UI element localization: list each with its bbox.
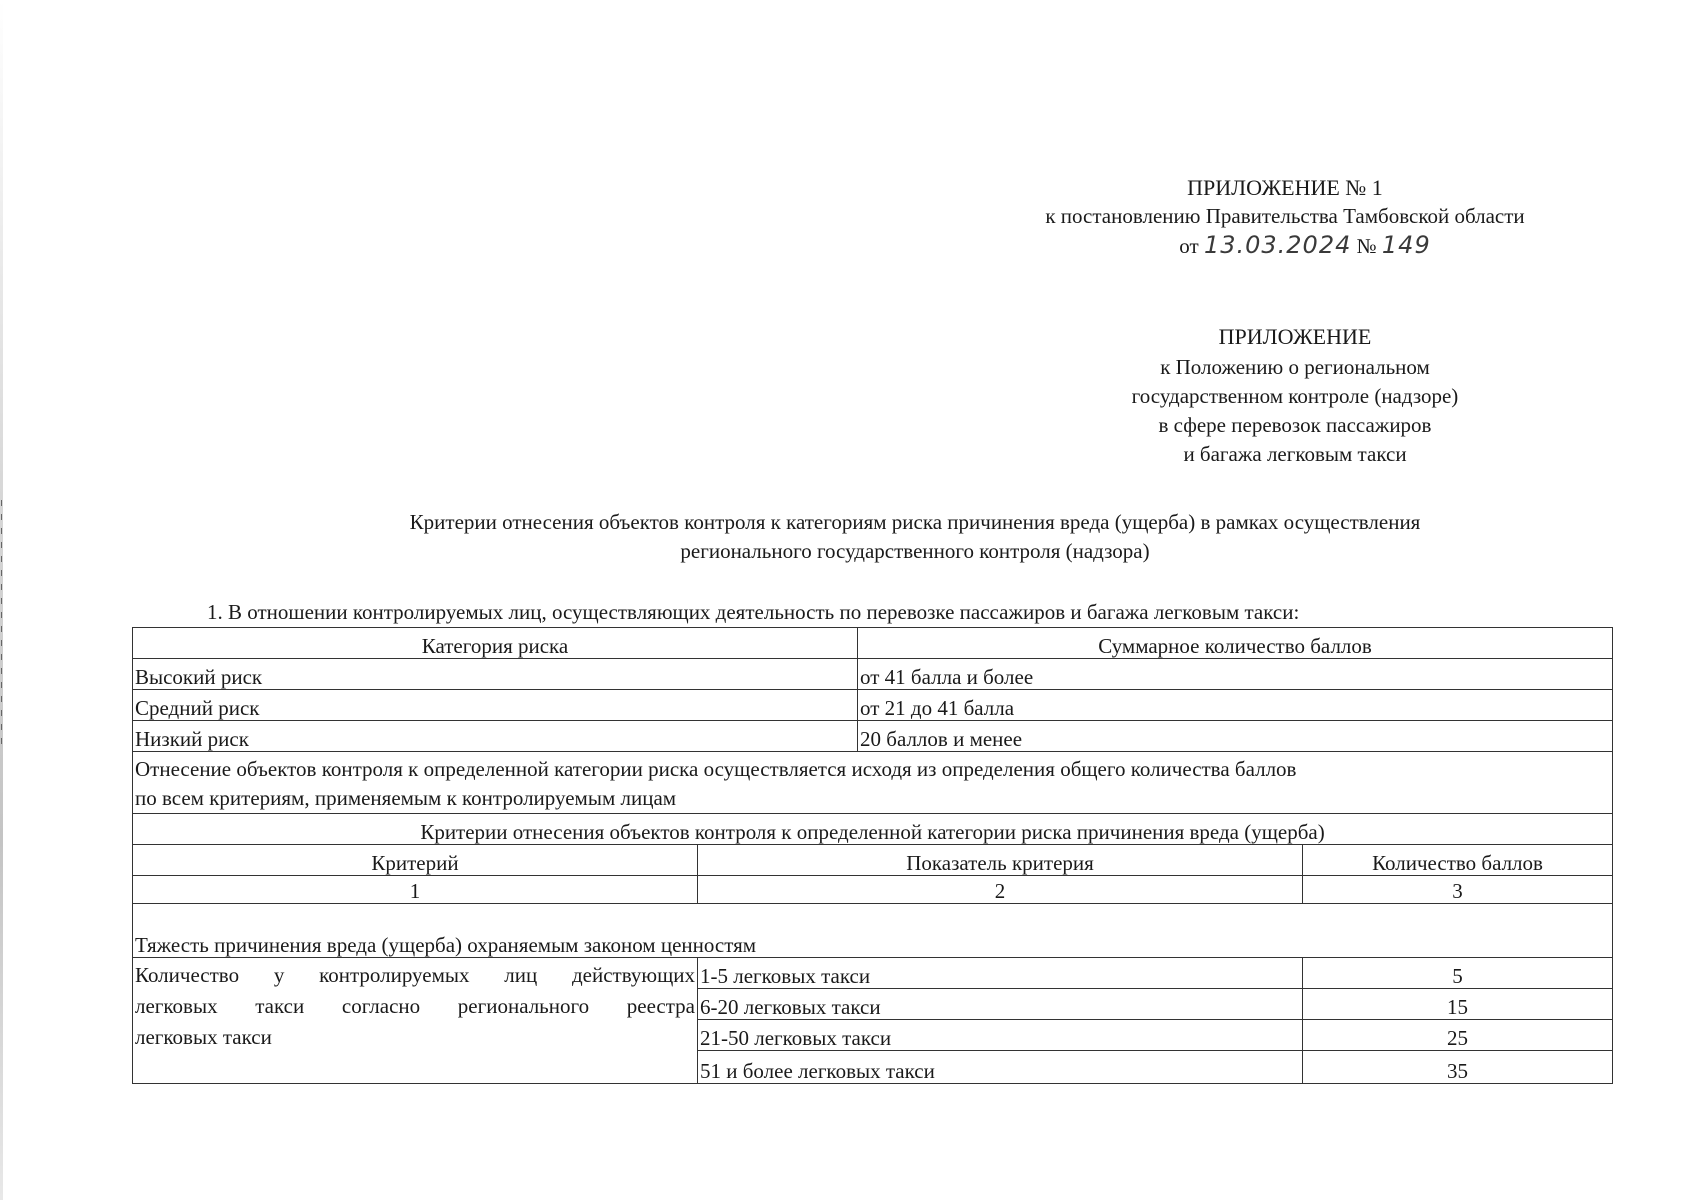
approval-block-2	[1045, 322, 1545, 469]
risk-row	[133, 690, 1613, 721]
risk-score: от 21 до 41 балла	[858, 690, 1613, 721]
handwritten-number: 149	[1381, 231, 1431, 259]
risk-header-row	[133, 628, 1613, 659]
note-cell	[133, 752, 1613, 814]
risk-score-header: Суммарное количество баллов	[858, 628, 1613, 659]
approval-2-line: к Положению о региональном	[1160, 355, 1430, 379]
approval-1-date-line	[960, 231, 1610, 261]
column-number: 1	[133, 876, 698, 904]
risk-row	[133, 721, 1613, 752]
risk-score: 20 баллов и менее	[858, 721, 1613, 752]
approval-1-line: к постановлению Правительства Тамбовской области	[1045, 204, 1525, 228]
criterion-line: легковых такси	[135, 1025, 272, 1049]
indicator-row	[133, 958, 1613, 989]
document-title-line: Критерии отнесения объектов контроля к категориям риска причинения вреда (ущерба) в рамках осуществления	[409, 510, 1421, 534]
risk-category: Низкий риск	[133, 721, 858, 752]
indicator-label: 1-5 легковых такси	[698, 958, 1303, 989]
criteria-caption-row	[133, 814, 1613, 845]
column-number: 3	[1303, 876, 1613, 904]
handwritten-date: 13.03.2024	[1203, 231, 1352, 259]
approval-1-title: ПРИЛОЖЕНИЕ № 1	[1187, 175, 1383, 200]
note-line: по всем критериям, применяемым к контролируемым лицам	[135, 786, 677, 810]
section-heading: 1. В отношении контролируемых лиц, осуществляющих деятельность по перевозке пассажиров и багажа легковым такси:	[207, 600, 1300, 624]
risk-score: от 41 балла и более	[858, 659, 1613, 690]
criterion-header: Критерий	[133, 845, 698, 876]
approval-2-line: и багажа легковым такси	[1183, 442, 1407, 466]
column-number-row	[133, 876, 1613, 904]
approval-2-title: ПРИЛОЖЕНИЕ	[1218, 324, 1372, 349]
scan-binding-marks	[1, 500, 2, 750]
risk-row	[133, 659, 1613, 690]
date-prefix: от	[1179, 234, 1199, 258]
note-row	[133, 752, 1613, 814]
risk-category: Высокий риск	[133, 659, 858, 690]
note-line: Отнесение объектов контроля к определенной категории риска осуществляется исходя из определения общего количества баллов	[135, 757, 1297, 781]
risk-category: Средний риск	[133, 690, 858, 721]
criterion-cell	[133, 958, 698, 1084]
criteria-caption: Критерии отнесения объектов контроля к определенной категории риска причинения вреда (ущерба)	[133, 814, 1613, 845]
indicator-header: Показатель критерия	[698, 845, 1303, 876]
indicator-label: 6-20 легковых такси	[698, 989, 1303, 1020]
document-title-line: регионального государственного контроля (надзора)	[680, 539, 1150, 563]
indicator-label: 21-50 легковых такси	[698, 1020, 1303, 1051]
indicator-points: 35	[1303, 1051, 1613, 1084]
points-header: Количество баллов	[1303, 845, 1613, 876]
number-label: №	[1356, 234, 1377, 258]
document-title	[250, 508, 1580, 566]
indicator-label: 51 и более легковых такси	[698, 1051, 1303, 1084]
column-number: 2	[698, 876, 1303, 904]
approval-2-line: в сфере перевозок пассажиров	[1158, 413, 1432, 437]
criterion-line: Количество у контролируемых лиц действующих	[135, 963, 695, 987]
indicator-points: 15	[1303, 989, 1613, 1020]
approval-2-line: государственном контроле (надзоре)	[1131, 384, 1459, 408]
risk-category-header: Категория риска	[133, 628, 858, 659]
criteria-header-row	[133, 845, 1613, 876]
criteria-table	[132, 627, 1613, 1084]
group-heading: Тяжесть причинения вреда (ущерба) охраняемым законом ценностям	[133, 904, 1613, 958]
approval-block-1	[960, 173, 1610, 261]
criterion-line: легковых такси согласно регионального реестра	[135, 994, 695, 1018]
group-heading-row	[133, 904, 1613, 958]
indicator-points: 25	[1303, 1020, 1613, 1051]
indicator-points: 5	[1303, 958, 1613, 989]
